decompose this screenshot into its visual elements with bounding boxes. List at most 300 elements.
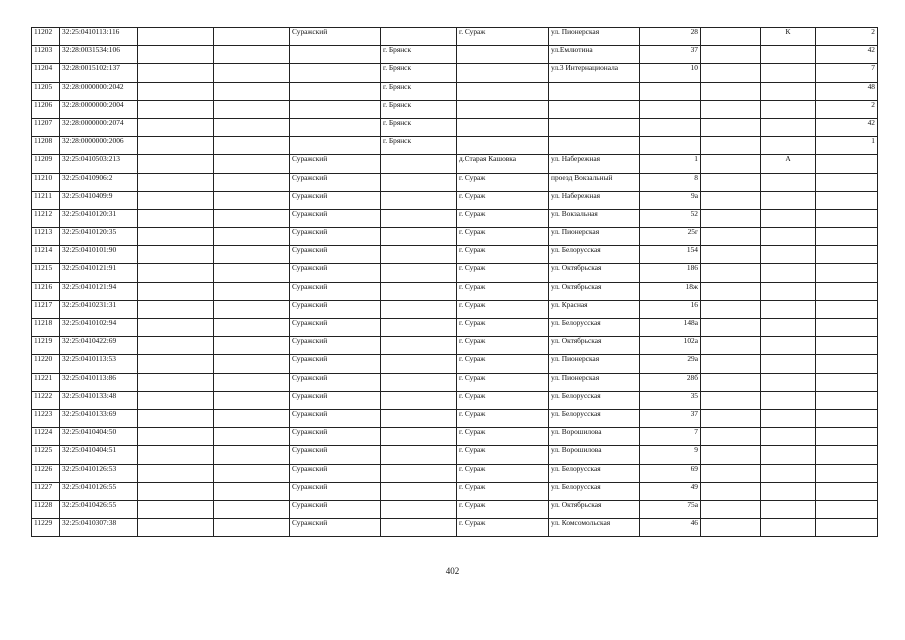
cell-district: Суражский: [290, 282, 381, 300]
cell-letter: [761, 100, 816, 118]
cell-street: ул. Пионерская: [549, 355, 640, 373]
cell-letter: [761, 373, 816, 391]
cell-settlement: г. Сураж: [457, 282, 549, 300]
cell-empty-col-4: [214, 46, 290, 64]
cell-city: [381, 464, 457, 482]
cell-empty-col-4: [214, 391, 290, 409]
cell-empty-col-3: [138, 391, 214, 409]
cell-empty-col-3: [138, 46, 214, 64]
cell-letter: [761, 264, 816, 282]
cell-empty-col-3: [138, 191, 214, 209]
cell-district: Суражский: [290, 155, 381, 173]
cell-row-number: 11213: [32, 228, 60, 246]
cell-district: [290, 137, 381, 155]
cell-apartment: 2: [816, 28, 878, 46]
cell-apartment: [816, 446, 878, 464]
cell-building: [701, 300, 761, 318]
cell-row-number: 11210: [32, 173, 60, 191]
cell-street: [549, 137, 640, 155]
cell-apartment: 1: [816, 137, 878, 155]
cell-district: Суражский: [290, 355, 381, 373]
cell-street: ул. Ворошилова: [549, 428, 640, 446]
table-row: [32, 300, 878, 318]
cell-apartment: [816, 482, 878, 500]
cell-empty-col-4: [214, 373, 290, 391]
cell-letter: [761, 46, 816, 64]
cell-row-number: 11227: [32, 482, 60, 500]
cell-row-number: 11205: [32, 82, 60, 100]
cell-settlement: г. Сураж: [457, 482, 549, 500]
cell-cadastral-number: 32:25:0410113:86: [60, 373, 138, 391]
cell-apartment: 2: [816, 100, 878, 118]
cell-district: Суражский: [290, 373, 381, 391]
cell-letter: [761, 82, 816, 100]
cell-empty-col-3: [138, 500, 214, 518]
cell-letter: [761, 191, 816, 209]
cell-street: ул. Октябрьская: [549, 500, 640, 518]
cell-cadastral-number: 32:25:0410906:2: [60, 173, 138, 191]
table-row: [32, 319, 878, 337]
cell-letter: [761, 137, 816, 155]
cell-apartment: [816, 228, 878, 246]
cell-empty-col-4: [214, 519, 290, 537]
cell-district: Суражский: [290, 391, 381, 409]
cell-empty-col-3: [138, 155, 214, 173]
cell-city: г. Брянск: [381, 137, 457, 155]
cell-empty-col-4: [214, 191, 290, 209]
cell-empty-col-4: [214, 464, 290, 482]
cell-letter: [761, 337, 816, 355]
cell-district: Суражский: [290, 246, 381, 264]
cell-house-number: 69: [640, 464, 701, 482]
cell-empty-col-4: [214, 500, 290, 518]
cell-building: [701, 319, 761, 337]
table-row: [32, 337, 878, 355]
cell-settlement: [457, 100, 549, 118]
cell-apartment: 42: [816, 118, 878, 136]
cell-row-number: 11206: [32, 100, 60, 118]
cell-cadastral-number: 32:25:0410120:31: [60, 209, 138, 227]
cell-street: ул. Набережная: [549, 191, 640, 209]
cell-letter: А: [761, 155, 816, 173]
table-row: [32, 428, 878, 446]
cell-letter: [761, 173, 816, 191]
cell-settlement: г. Сураж: [457, 209, 549, 227]
cell-street: ул. Белорусская: [549, 391, 640, 409]
cell-building: [701, 100, 761, 118]
cell-city: г. Брянск: [381, 100, 457, 118]
cell-empty-col-3: [138, 319, 214, 337]
registry-table: [31, 27, 878, 537]
cell-street: проезд Вокзальный: [549, 173, 640, 191]
cell-settlement: г. Сураж: [457, 409, 549, 427]
cell-row-number: 11226: [32, 464, 60, 482]
cell-settlement: г. Сураж: [457, 391, 549, 409]
cell-house-number: 148а: [640, 319, 701, 337]
cell-city: [381, 337, 457, 355]
cell-cadastral-number: 32:25:0410121:91: [60, 264, 138, 282]
cell-empty-col-4: [214, 82, 290, 100]
cell-empty-col-3: [138, 464, 214, 482]
cell-empty-col-3: [138, 300, 214, 318]
cell-empty-col-3: [138, 264, 214, 282]
cell-apartment: [816, 191, 878, 209]
cell-apartment: [816, 173, 878, 191]
cell-city: [381, 446, 457, 464]
cell-letter: [761, 118, 816, 136]
cell-empty-col-3: [138, 82, 214, 100]
cell-building: [701, 246, 761, 264]
cell-cadastral-number: 32:28:0000000:2042: [60, 82, 138, 100]
cell-district: [290, 82, 381, 100]
cell-letter: [761, 500, 816, 518]
table-row: [32, 246, 878, 264]
cell-house-number: 46: [640, 519, 701, 537]
table-row: [32, 482, 878, 500]
cell-empty-col-4: [214, 228, 290, 246]
cell-empty-col-3: [138, 409, 214, 427]
cell-empty-col-3: [138, 100, 214, 118]
cell-district: [290, 118, 381, 136]
cell-settlement: [457, 64, 549, 82]
cell-settlement: г. Сураж: [457, 519, 549, 537]
cell-district: Суражский: [290, 28, 381, 46]
cell-district: Суражский: [290, 300, 381, 318]
cell-settlement: г. Сураж: [457, 300, 549, 318]
cell-street: ул. Пионерская: [549, 28, 640, 46]
cell-cadastral-number: 32:25:0410120:35: [60, 228, 138, 246]
cell-row-number: 11203: [32, 46, 60, 64]
cell-building: [701, 82, 761, 100]
cell-cadastral-number: 32:25:0410307:38: [60, 519, 138, 537]
cell-building: [701, 282, 761, 300]
table-row: [32, 100, 878, 118]
cell-city: [381, 264, 457, 282]
cell-empty-col-3: [138, 64, 214, 82]
cell-empty-col-4: [214, 209, 290, 227]
cell-street: ул. Октябрьская: [549, 282, 640, 300]
cell-settlement: г. Сураж: [457, 355, 549, 373]
cell-letter: [761, 319, 816, 337]
cell-city: г. Брянск: [381, 82, 457, 100]
table-row: [32, 28, 878, 46]
cell-row-number: 11204: [32, 64, 60, 82]
cell-cadastral-number: 32:25:0410422:69: [60, 337, 138, 355]
cell-cadastral-number: 32:25:0410113:53: [60, 355, 138, 373]
cell-row-number: 11223: [32, 409, 60, 427]
cell-row-number: 11217: [32, 300, 60, 318]
cell-city: [381, 391, 457, 409]
cell-city: [381, 228, 457, 246]
cell-district: Суражский: [290, 264, 381, 282]
cell-row-number: 11222: [32, 391, 60, 409]
cell-apartment: 48: [816, 82, 878, 100]
cell-empty-col-4: [214, 482, 290, 500]
cell-empty-col-3: [138, 519, 214, 537]
cell-street: ул. Белорусская: [549, 464, 640, 482]
cell-empty-col-3: [138, 173, 214, 191]
cell-street: ул. Пионерская: [549, 228, 640, 246]
cell-letter: [761, 446, 816, 464]
cell-empty-col-3: [138, 482, 214, 500]
cell-building: [701, 64, 761, 82]
cell-cadastral-number: 32:28:0000000:2074: [60, 118, 138, 136]
table-row: [32, 264, 878, 282]
table-row: [32, 409, 878, 427]
table-row: [32, 118, 878, 136]
cell-row-number: 11202: [32, 28, 60, 46]
cell-cadastral-number: 32:25:0410409:9: [60, 191, 138, 209]
cell-apartment: [816, 282, 878, 300]
cell-house-number: 9а: [640, 191, 701, 209]
cell-cadastral-number: 32:25:0410426:55: [60, 500, 138, 518]
cell-street: ул. Белорусская: [549, 482, 640, 500]
cell-apartment: [816, 500, 878, 518]
cell-house-number: 10: [640, 64, 701, 82]
cell-street: ул. Красная: [549, 300, 640, 318]
cell-empty-col-3: [138, 209, 214, 227]
cell-settlement: г. Сураж: [457, 464, 549, 482]
table-row: [32, 173, 878, 191]
cell-district: Суражский: [290, 209, 381, 227]
cell-apartment: [816, 209, 878, 227]
cell-district: Суражский: [290, 446, 381, 464]
cell-building: [701, 428, 761, 446]
cell-house-number: 29а: [640, 355, 701, 373]
cell-house-number: [640, 82, 701, 100]
cell-house-number: [640, 118, 701, 136]
cell-apartment: [816, 246, 878, 264]
cell-cadastral-number: 32:28:0031534:106: [60, 46, 138, 64]
cell-apartment: [816, 300, 878, 318]
cell-empty-col-3: [138, 373, 214, 391]
cell-district: Суражский: [290, 191, 381, 209]
cell-street: ул. Октябрьская: [549, 337, 640, 355]
cell-cadastral-number: 32:25:0410121:94: [60, 282, 138, 300]
cell-city: [381, 300, 457, 318]
cell-building: [701, 28, 761, 46]
cell-row-number: 11214: [32, 246, 60, 264]
cell-cadastral-number: 32:25:0410503:213: [60, 155, 138, 173]
table-row: [32, 64, 878, 82]
cell-street: [549, 100, 640, 118]
cell-settlement: [457, 46, 549, 64]
cell-settlement: [457, 137, 549, 155]
cell-city: [381, 482, 457, 500]
cell-row-number: 11218: [32, 319, 60, 337]
cell-settlement: г. Сураж: [457, 228, 549, 246]
cell-house-number: [640, 100, 701, 118]
cell-city: г. Брянск: [381, 46, 457, 64]
cell-building: [701, 173, 761, 191]
cell-apartment: [816, 373, 878, 391]
cell-street: ул.3 Интернационала: [549, 64, 640, 82]
cell-settlement: г. Сураж: [457, 428, 549, 446]
cell-cadastral-number: 32:25:0410133:48: [60, 391, 138, 409]
cell-district: Суражский: [290, 337, 381, 355]
cell-row-number: 11209: [32, 155, 60, 173]
cell-cadastral-number: 32:25:0410404:50: [60, 428, 138, 446]
cell-empty-col-4: [214, 446, 290, 464]
table-row: [32, 373, 878, 391]
cell-city: [381, 155, 457, 173]
cell-house-number: 49: [640, 482, 701, 500]
cell-cadastral-number: 32:25:0410404:51: [60, 446, 138, 464]
cell-building: [701, 519, 761, 537]
cell-building: [701, 264, 761, 282]
cell-district: Суражский: [290, 482, 381, 500]
cell-house-number: [640, 137, 701, 155]
cell-street: ул. Пионерская: [549, 373, 640, 391]
cell-apartment: [816, 155, 878, 173]
cell-street: ул. Комсомольская: [549, 519, 640, 537]
cell-apartment: 42: [816, 46, 878, 64]
cell-row-number: 11228: [32, 500, 60, 518]
cell-empty-col-3: [138, 228, 214, 246]
cell-empty-col-4: [214, 28, 290, 46]
cell-house-number: 52: [640, 209, 701, 227]
cell-building: [701, 228, 761, 246]
cell-empty-col-4: [214, 282, 290, 300]
cell-letter: [761, 391, 816, 409]
cell-house-number: 37: [640, 46, 701, 64]
table-row: [32, 228, 878, 246]
cell-street: ул. Белорусская: [549, 246, 640, 264]
cell-building: [701, 409, 761, 427]
cell-row-number: 11229: [32, 519, 60, 537]
cell-city: [381, 246, 457, 264]
cell-letter: [761, 355, 816, 373]
cell-street: ул. Ворошилова: [549, 446, 640, 464]
cell-settlement: [457, 118, 549, 136]
table-row: [32, 137, 878, 155]
cell-cadastral-number: 32:25:0410113:116: [60, 28, 138, 46]
table-row: [32, 82, 878, 100]
cell-letter: [761, 409, 816, 427]
cell-cadastral-number: 32:25:0410101:90: [60, 246, 138, 264]
cell-row-number: 11220: [32, 355, 60, 373]
cell-apartment: [816, 264, 878, 282]
cell-street: [549, 118, 640, 136]
cell-house-number: 28б: [640, 373, 701, 391]
cell-row-number: 11211: [32, 191, 60, 209]
cell-empty-col-3: [138, 28, 214, 46]
cell-apartment: [816, 337, 878, 355]
cell-city: [381, 519, 457, 537]
table-row: [32, 464, 878, 482]
cell-city: [381, 319, 457, 337]
cell-city: [381, 373, 457, 391]
cell-letter: [761, 482, 816, 500]
cell-house-number: 16: [640, 300, 701, 318]
cell-empty-col-4: [214, 155, 290, 173]
cell-building: [701, 373, 761, 391]
cell-letter: [761, 64, 816, 82]
cell-cadastral-number: 32:25:0410133:69: [60, 409, 138, 427]
cell-building: [701, 500, 761, 518]
cell-settlement: г. Сураж: [457, 319, 549, 337]
cell-district: Суражский: [290, 464, 381, 482]
cell-letter: [761, 428, 816, 446]
cell-building: [701, 355, 761, 373]
cell-street: ул. Октябрьская: [549, 264, 640, 282]
cell-cadastral-number: 32:25:0410102:94: [60, 319, 138, 337]
table-row: [32, 446, 878, 464]
cell-city: [381, 173, 457, 191]
cell-empty-col-3: [138, 337, 214, 355]
cell-empty-col-3: [138, 355, 214, 373]
cell-empty-col-3: [138, 118, 214, 136]
cell-row-number: 11221: [32, 373, 60, 391]
cell-house-number: 18ж: [640, 282, 701, 300]
cell-apartment: [816, 428, 878, 446]
cell-city: [381, 28, 457, 46]
cell-district: [290, 100, 381, 118]
cell-apartment: [816, 319, 878, 337]
cell-apartment: [816, 355, 878, 373]
cell-house-number: 8: [640, 173, 701, 191]
cell-house-number: 102а: [640, 337, 701, 355]
cell-district: [290, 46, 381, 64]
cell-settlement: г. Сураж: [457, 337, 549, 355]
cell-city: [381, 355, 457, 373]
cell-row-number: 11219: [32, 337, 60, 355]
cell-empty-col-3: [138, 428, 214, 446]
cell-empty-col-4: [214, 100, 290, 118]
cell-apartment: [816, 519, 878, 537]
cell-cadastral-number: 32:28:0000000:2006: [60, 137, 138, 155]
cell-street: ул. Вокзальная: [549, 209, 640, 227]
cell-city: [381, 409, 457, 427]
cell-settlement: г. Сураж: [457, 264, 549, 282]
cell-row-number: 11212: [32, 209, 60, 227]
cell-settlement: д.Старая Кашовка: [457, 155, 549, 173]
cell-building: [701, 137, 761, 155]
cell-empty-col-4: [214, 64, 290, 82]
cell-letter: [761, 519, 816, 537]
cell-settlement: г. Сураж: [457, 173, 549, 191]
cell-empty-col-4: [214, 118, 290, 136]
cell-cadastral-number: 32:25:0410231:31: [60, 300, 138, 318]
cell-letter: [761, 282, 816, 300]
cell-building: [701, 482, 761, 500]
cell-cadastral-number: 32:28:0000000:2004: [60, 100, 138, 118]
cell-building: [701, 155, 761, 173]
cell-building: [701, 46, 761, 64]
table-row: [32, 282, 878, 300]
cell-city: [381, 428, 457, 446]
cell-empty-col-3: [138, 246, 214, 264]
cell-house-number: 28: [640, 28, 701, 46]
cell-city: [381, 500, 457, 518]
cell-row-number: 11208: [32, 137, 60, 155]
cell-settlement: г. Сураж: [457, 28, 549, 46]
cell-house-number: 9: [640, 446, 701, 464]
cell-empty-col-4: [214, 355, 290, 373]
cell-house-number: 186: [640, 264, 701, 282]
cell-settlement: [457, 82, 549, 100]
table-row: [32, 155, 878, 173]
cell-street: ул. Набережная: [549, 155, 640, 173]
cell-letter: [761, 228, 816, 246]
cell-letter: [761, 246, 816, 264]
cell-house-number: 154: [640, 246, 701, 264]
cell-building: [701, 446, 761, 464]
cell-row-number: 11215: [32, 264, 60, 282]
cell-letter: [761, 300, 816, 318]
cell-settlement: г. Сураж: [457, 373, 549, 391]
cell-district: Суражский: [290, 173, 381, 191]
